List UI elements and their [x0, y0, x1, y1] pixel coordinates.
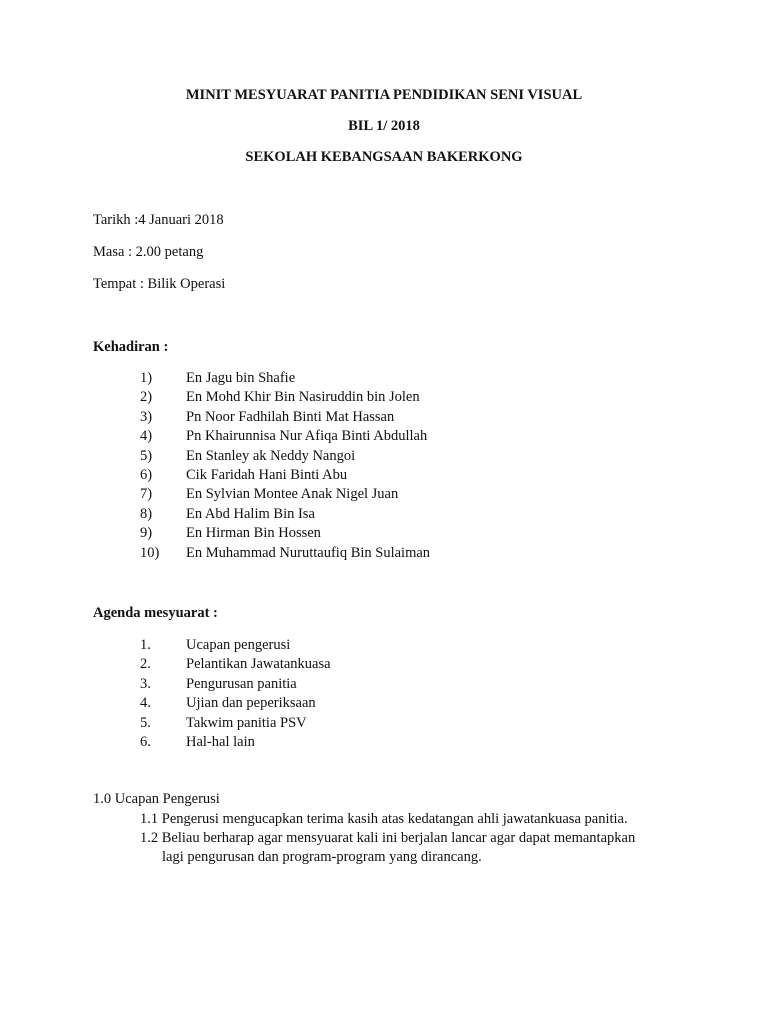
document-title: MINIT MESYUARAT PANITIA PENDIDIKAN SENI VISUAL: [185, 87, 583, 103]
paragraph-1-2: 1.2 Beliau berharap agar mensyuarat kali ini berjalan lancar agar dapat memantapkan: [140, 830, 636, 846]
attendee-name: En Mohd Khir Bin Nasiruddin bin Jolen: [186, 389, 420, 406]
attendance-list: [140, 369, 430, 563]
agenda-heading: Agenda mesyuarat :: [93, 605, 218, 621]
meeting-time: Masa : 2.00 petang: [93, 244, 204, 260]
attendee-name: Pn Noor Fadhilah Binti Mat Hassan: [186, 408, 395, 425]
item-number: 3): [140, 408, 153, 425]
item-number: 8): [140, 505, 153, 522]
agenda-item-text: Ujian dan peperiksaan: [186, 695, 316, 712]
list-item: [140, 655, 331, 674]
item-number: 5.: [140, 714, 151, 731]
paragraph-1-2-continued: lagi pengurusan dan program-program yang dirancang.: [162, 849, 482, 865]
item-number: 7): [140, 486, 153, 503]
agenda-item-text: Pelantikan Jawatankuasa: [186, 656, 331, 673]
list-item: [140, 408, 430, 427]
item-number: 6): [140, 466, 153, 483]
list-item: [140, 524, 430, 543]
agenda-list: [140, 636, 331, 752]
school-name: SEKOLAH KEBANGSAAN BAKERKONG: [245, 149, 523, 165]
item-number: 10): [140, 544, 160, 561]
attendee-name: Cik Faridah Hani Binti Abu: [186, 466, 348, 483]
item-number: 6.: [140, 733, 151, 750]
list-item: [140, 505, 430, 524]
meeting-venue: Tempat : Bilik Operasi: [93, 276, 226, 292]
agenda-item-text: Takwim panitia PSV: [186, 714, 307, 731]
item-number: 2.: [140, 656, 151, 673]
list-item: [140, 485, 430, 504]
agenda-item-text: Ucapan pengerusi: [186, 637, 291, 653]
item-number: 4.: [140, 695, 151, 712]
meeting-number: BIL 1/ 2018: [348, 118, 420, 134]
item-number: 1): [140, 370, 153, 386]
list-item: [140, 427, 430, 446]
item-number: 9): [140, 525, 153, 542]
item-number: 4): [140, 428, 153, 445]
list-item: [140, 694, 331, 713]
attendee-name: Pn Khairunnisa Nur Afiqa Binti Abdullah: [186, 428, 428, 445]
list-item: [140, 675, 331, 694]
list-item: [140, 447, 430, 466]
list-item: [140, 369, 430, 388]
attendee-name: En Stanley ak Neddy Nangoi: [186, 447, 356, 464]
attendee-name: En Sylvian Montee Anak Nigel Juan: [186, 486, 399, 503]
meeting-date: Tarikh :4 Januari 2018: [93, 212, 224, 228]
list-item: [140, 544, 430, 563]
list-item: [140, 636, 331, 655]
item-number: 1.: [140, 637, 151, 653]
attendance-heading: Kehadiran :: [93, 339, 169, 355]
list-item: [140, 714, 331, 733]
list-item: [140, 733, 331, 752]
attendee-name: En Muhammad Nuruttaufiq Bin Sulaiman: [186, 544, 431, 561]
item-number: 2): [140, 389, 153, 406]
attendee-name: En Abd Halim Bin Isa: [186, 505, 315, 522]
section-heading: 1.0 Ucapan Pengerusi: [93, 791, 220, 807]
agenda-item-text: Hal-hal lain: [186, 733, 255, 750]
item-number: 3.: [140, 675, 151, 692]
list-item: [140, 388, 430, 407]
list-item: [140, 466, 430, 485]
agenda-item-text: Pengurusan panitia: [186, 675, 297, 692]
item-number: 5): [140, 447, 153, 464]
paragraph-1-1: 1.1 Pengerusi mengucapkan terima kasih atas kedatangan ahli jawatankuasa panitia.: [140, 811, 628, 827]
attendee-name: En Jagu bin Shafie: [186, 370, 296, 386]
attendee-name: En Hirman Bin Hossen: [186, 525, 321, 542]
